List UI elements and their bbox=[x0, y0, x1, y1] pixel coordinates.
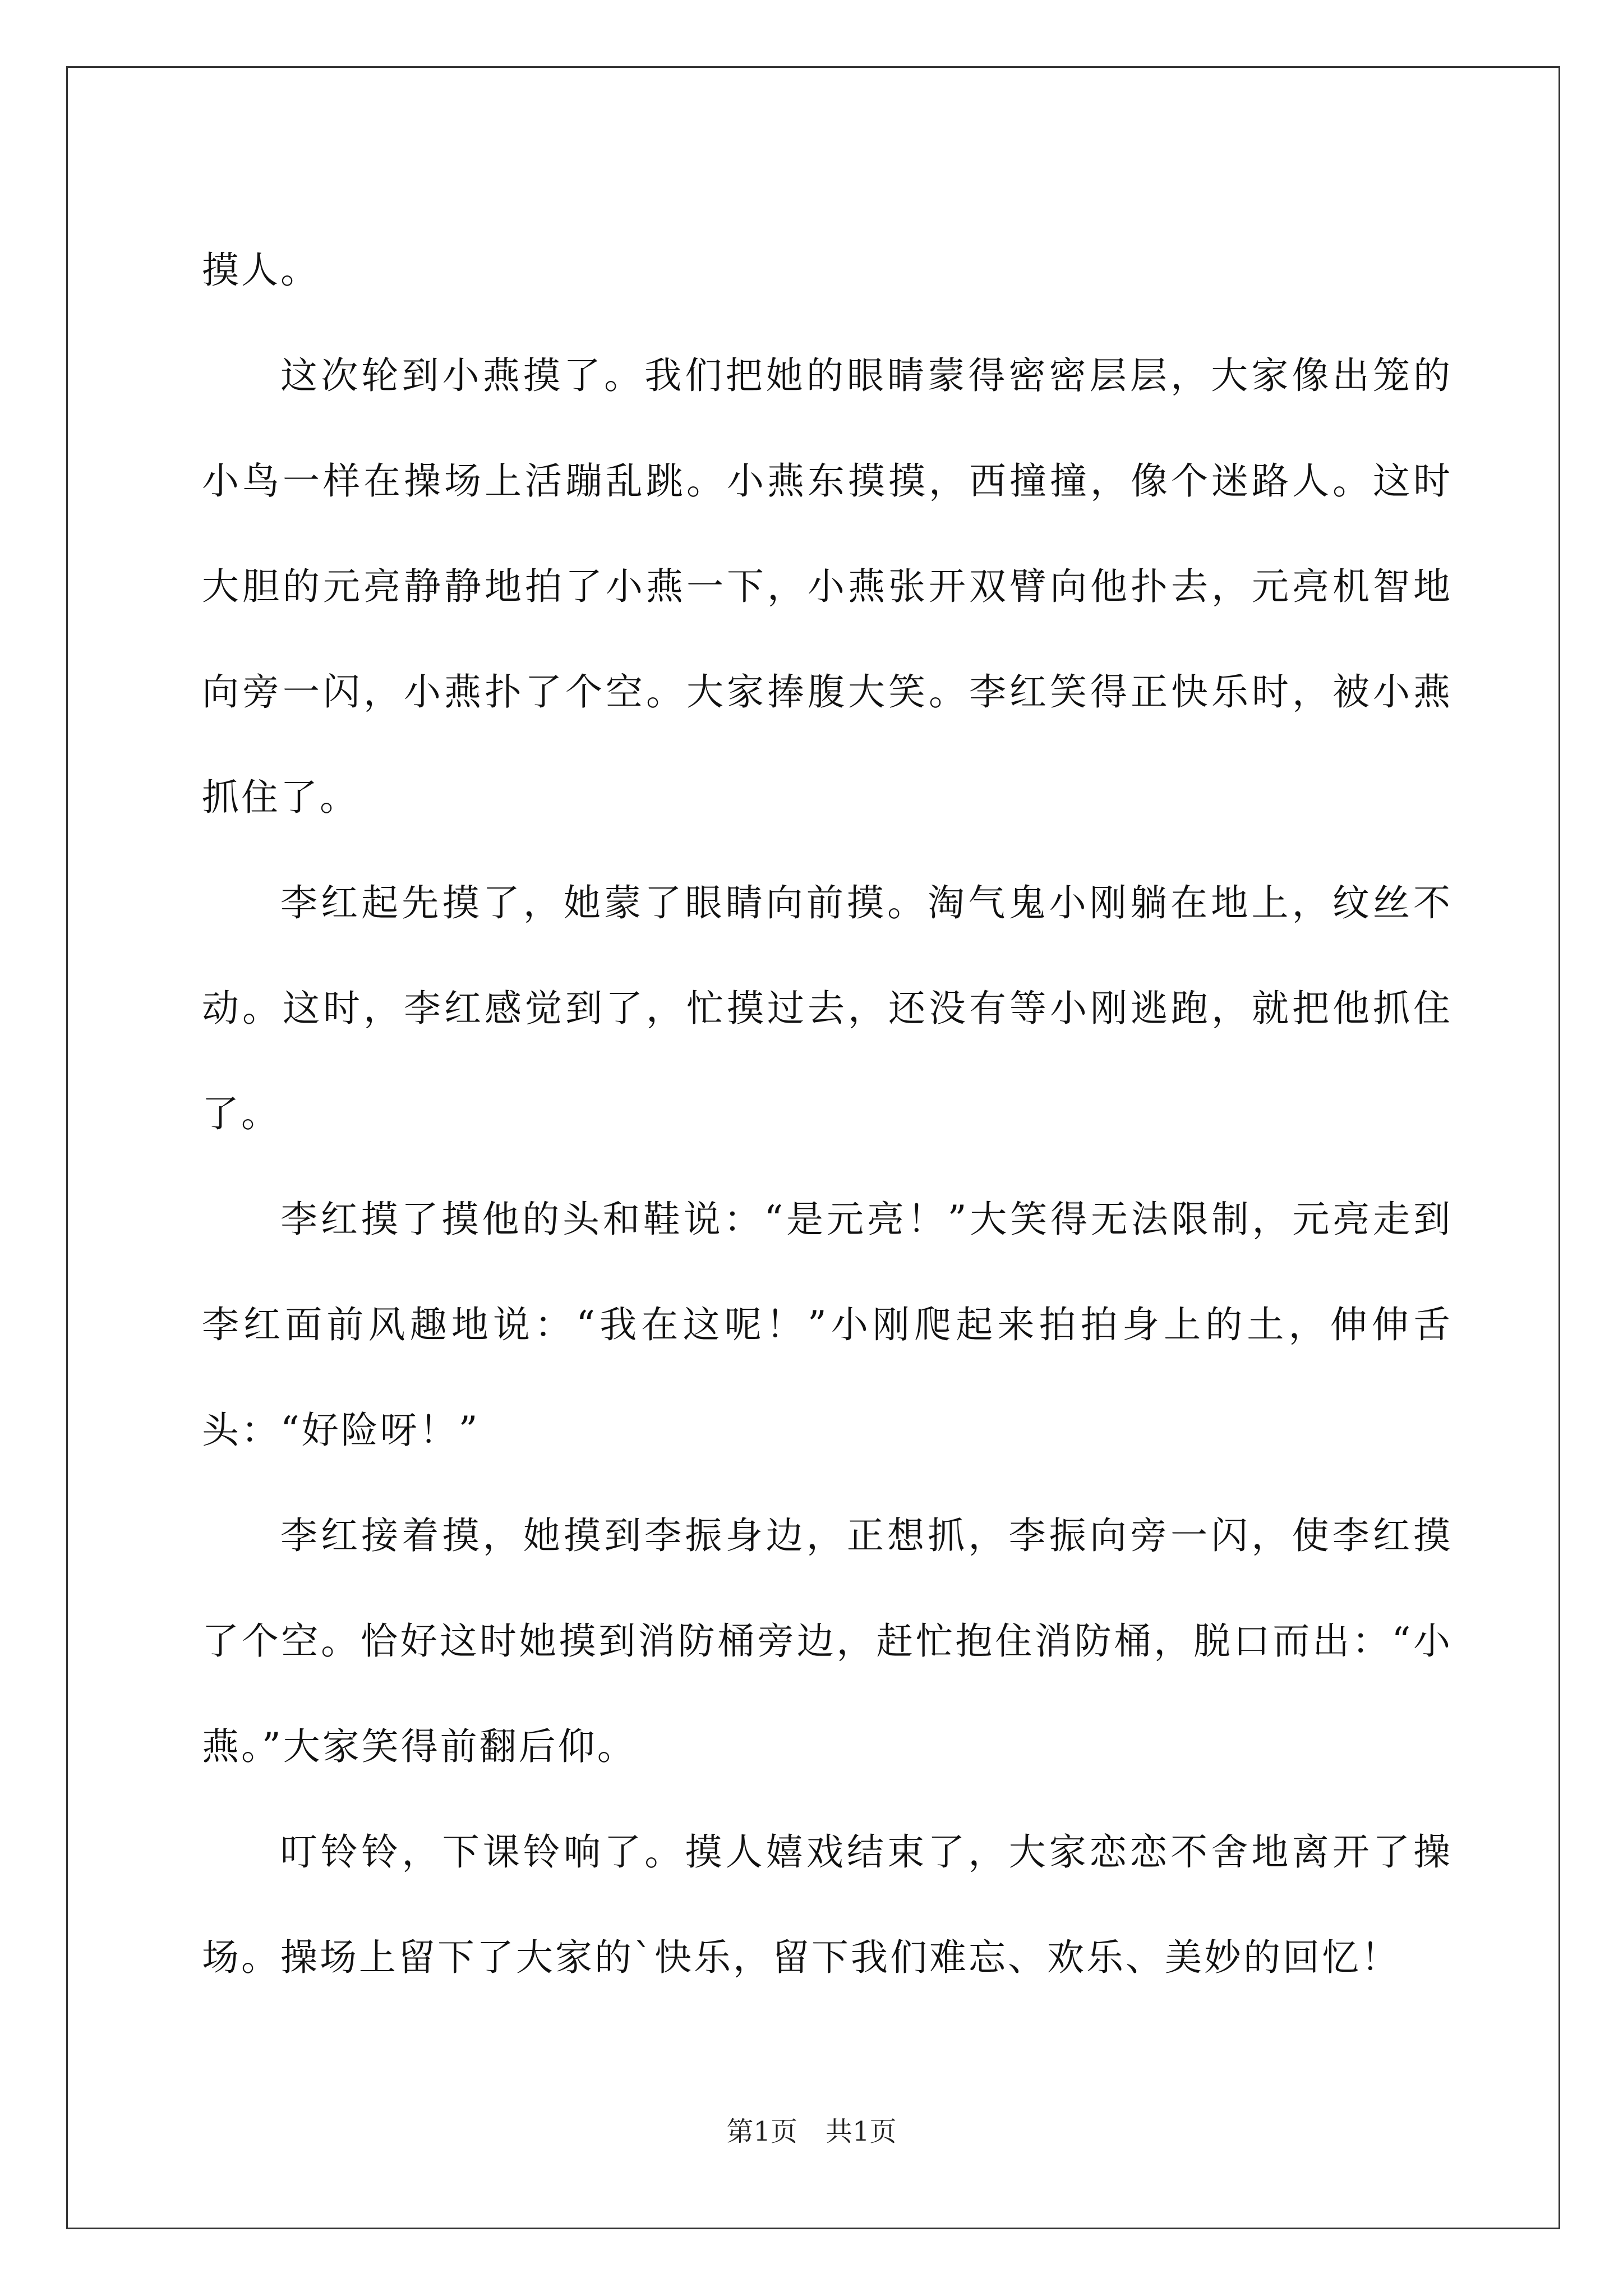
document-body bbox=[202, 218, 1453, 2010]
page-number: 第1页 bbox=[726, 2116, 797, 2147]
paragraph: 李红起先摸了，她蒙了眼睛向前摸。淘气鬼小刚躺在地上，纹丝不动。这时，李红感觉到了，忙摸过去，还没有等小刚逃跑，就把他抓住了。 bbox=[202, 881, 1453, 1135]
page-footer bbox=[0, 2115, 1623, 2148]
paragraph: 这次轮到小燕摸了。我们把她的眼睛蒙得密密层层，大家像出笼的小鸟一样在操场上活蹦乱跳。小燕东摸摸，西撞撞，像个迷路人。这时大胆的元亮静静地拍了小燕一下，小燕张开双臂向他扑去，元亮机智地向旁一闪，小燕扑了个空。大家捧腹大笑。李红笑得正快乐时，被小燕抓住了。 bbox=[202, 354, 1453, 819]
paragraph: 叮铃铃，下课铃响了。摸人嬉戏结束了，大家恋恋不舍地离开了操场。操场上留下了大家的`快乐，留下我们难忘、欢乐、美妙的回忆！ bbox=[202, 1830, 1453, 1979]
paragraph: 李红摸了摸他的头和鞋说：“是元亮！”大笑得无法限制，元亮走到李红面前风趣地说：“我在这呢！”小刚爬起来拍拍身上的土，伸伸舌头：“好险呀！” bbox=[202, 1198, 1453, 1452]
page-total: 共1页 bbox=[826, 2116, 897, 2147]
paragraph: 摸人。 bbox=[202, 249, 320, 292]
paragraph: 李红接着摸，她摸到李振身边，正想抓，李振向旁一闪，使李红摸了个空。恰好这时她摸到消防桶旁边，赶忙抱住消防桶，脱口而出：“小燕。”大家笑得前翻后仰。 bbox=[202, 1514, 1453, 1768]
